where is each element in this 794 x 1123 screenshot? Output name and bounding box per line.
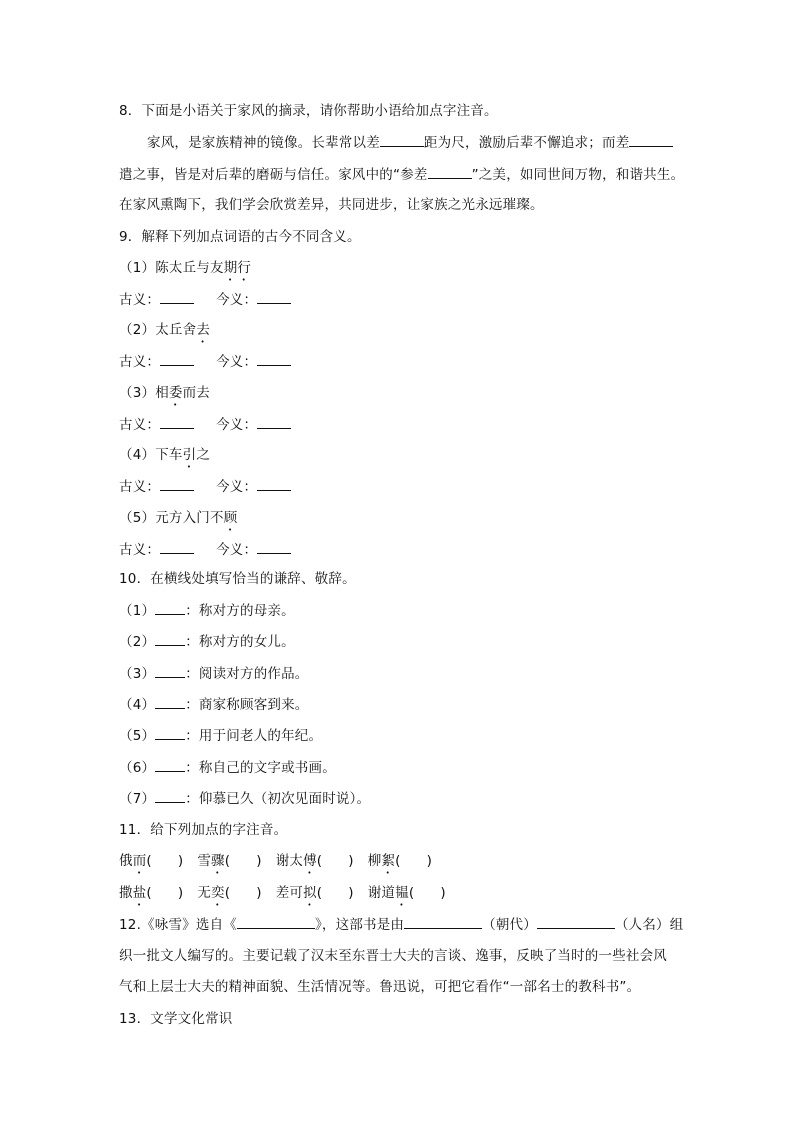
emphasized-word: 期行 <box>223 260 252 276</box>
q8-paragraph-line-2 <box>119 164 684 185</box>
jin-label: 今义： <box>216 354 258 370</box>
q8-title: 8．下面是小语关于家风的摘录，请你帮助小语给加点字注音。 <box>119 103 498 119</box>
item-text: ：商家称顾客到来。 <box>185 696 309 713</box>
q8-paragraph-line-1 <box>147 132 673 153</box>
q11-title: 11．给下列加点的字注音。 <box>119 822 288 838</box>
answer-blank[interactable] <box>155 788 185 803</box>
gu-label: 古义： <box>119 354 161 370</box>
paren-close: ) <box>348 853 354 869</box>
word-text: 谢太 <box>275 853 304 869</box>
word-text: 柳 <box>367 853 382 869</box>
word-text: 撒 <box>119 885 133 901</box>
emphasized-word: 委 <box>168 385 183 401</box>
emphasized-word: 去 <box>196 322 211 338</box>
paren-close: ) <box>177 885 184 901</box>
q9-item <box>119 383 210 409</box>
answer-blank[interactable] <box>428 164 472 179</box>
item-text: 元方入门不 <box>155 510 224 526</box>
q13-title: 13．文学文化常识 <box>119 1011 233 1027</box>
word-text: 雪 <box>197 853 212 869</box>
q9-item <box>119 320 210 346</box>
q11-row-2 <box>119 883 446 909</box>
item-number: （3） <box>119 385 156 401</box>
q9-answer-row <box>119 289 291 310</box>
answer-blank[interactable] <box>155 694 185 709</box>
paren-close: ) <box>348 885 354 901</box>
paren-open: ( <box>224 853 231 869</box>
jin-label: 今义： <box>216 417 258 433</box>
answer-space[interactable] <box>401 851 427 865</box>
pinyin-item <box>197 853 261 869</box>
emphasized-char: 拟 <box>303 885 317 901</box>
item-text: ：称对方的女儿。 <box>185 634 295 651</box>
q10-item <box>119 725 322 746</box>
answer-blank[interactable] <box>155 725 185 740</box>
paren-open: ( <box>146 853 152 869</box>
item-text: 太丘舍 <box>155 322 197 338</box>
item-text: ：阅读对方的作品。 <box>185 665 309 682</box>
q12-text: （朝代） <box>482 917 537 933</box>
q9-item <box>119 258 251 284</box>
q9-answer-row <box>119 539 291 560</box>
item-number: （4） <box>119 447 156 463</box>
answer-blank[interactable] <box>155 757 185 772</box>
paren-open: ( <box>316 853 323 869</box>
jin-label: 今义： <box>216 479 258 495</box>
pinyin-item <box>197 885 261 901</box>
q8-text: 距为尺，激励后辈不懈追求；而差 <box>423 135 630 151</box>
answer-blank[interactable] <box>237 914 315 929</box>
answer-blank[interactable] <box>155 631 185 646</box>
q12-line-1 <box>119 914 683 935</box>
answer-space[interactable] <box>230 883 256 897</box>
paren-close: ) <box>256 853 262 869</box>
q9-answer-row <box>119 351 291 372</box>
emphasized-char: 骤 <box>211 853 225 869</box>
emphasized-char: 奕 <box>211 885 225 901</box>
item-number: （7） <box>119 790 156 807</box>
emphasized-char: 韫 <box>395 885 409 901</box>
answer-blank[interactable] <box>537 914 615 929</box>
paren-open: ( <box>146 885 152 901</box>
q10-title: 10．在横线处填写恰当的谦辞、敬辞。 <box>119 571 356 587</box>
word-text: 差可 <box>275 885 304 901</box>
pinyin-item <box>119 885 183 901</box>
q12-text: 》，这部书是由 <box>314 917 405 933</box>
jin-label: 今义： <box>216 292 258 308</box>
item-number: （6） <box>119 759 156 776</box>
q9-answer-row <box>119 476 291 497</box>
paren-close: ) <box>177 853 184 869</box>
answer-blank[interactable] <box>629 132 673 147</box>
paren-close: ) <box>426 853 433 869</box>
item-text: ：称自己的文字或书画。 <box>185 759 336 776</box>
answer-blank[interactable] <box>257 476 291 491</box>
q10-item <box>119 757 336 778</box>
emphasized-word: 引 <box>182 447 197 463</box>
paren-open: ( <box>408 885 415 901</box>
item-text: 相 <box>155 385 169 401</box>
pinyin-item <box>119 853 183 869</box>
q12-line-2: 织一批文人编写的。主要记载了汉末至东晋士大夫的言谈、逸事，反映了当时的一些社会风 <box>119 948 667 964</box>
answer-blank[interactable] <box>380 132 424 147</box>
q12-text: 12.《咏雪》选自《 <box>119 917 237 933</box>
q12-text: （人名）组 <box>614 917 684 933</box>
answer-blank[interactable] <box>160 289 194 304</box>
answer-blank[interactable] <box>160 539 194 554</box>
answer-blank[interactable] <box>155 600 185 615</box>
q8-text: 家风，是家族精神的镜像。长辈常以差 <box>147 135 380 151</box>
paren-open: ( <box>316 885 323 901</box>
paren-close: ) <box>256 885 262 901</box>
answer-blank[interactable] <box>404 914 482 929</box>
jin-label: 今义： <box>216 542 258 558</box>
item-number: （1） <box>119 260 156 276</box>
item-text: 下车 <box>155 447 183 463</box>
emphasized-char: 絮 <box>381 853 396 869</box>
q9-answer-row <box>119 414 291 435</box>
item-number: （2） <box>119 634 156 651</box>
answer-space[interactable] <box>230 851 256 865</box>
answer-space[interactable] <box>414 883 440 897</box>
gu-label: 古义： <box>119 292 161 308</box>
q10-item <box>119 663 309 684</box>
q9-title: 9．解释下列加点词语的古今不同含义。 <box>119 229 361 245</box>
emphasized-char: 而 <box>132 853 147 869</box>
answer-space[interactable] <box>322 851 348 865</box>
q8-text: ”之美，如同世间万物，和谐共生。 <box>471 167 685 183</box>
q10-item <box>119 631 295 652</box>
word-text: 俄 <box>119 853 133 869</box>
item-text: ：称对方的母亲。 <box>185 603 295 619</box>
item-text: 而去 <box>182 385 211 401</box>
answer-space[interactable] <box>152 851 178 865</box>
item-number: （4） <box>119 696 156 713</box>
word-text: 谢道 <box>367 885 396 901</box>
q8-paragraph-line-3: 在家风熏陶下，我们学会欣赏差异，共同进步，让家族之光永远璀璨。 <box>119 197 544 213</box>
pinyin-item <box>276 853 354 869</box>
emphasized-char: 傅 <box>303 853 317 869</box>
item-text: 之 <box>196 447 211 463</box>
q10-item <box>119 694 309 715</box>
pinyin-item <box>368 853 432 869</box>
item-text: ：仰慕已久（初次见面时说）。 <box>185 790 371 807</box>
answer-blank[interactable] <box>257 539 291 554</box>
answer-blank[interactable] <box>160 476 194 491</box>
answer-blank[interactable] <box>160 351 194 366</box>
q9-item <box>119 508 237 534</box>
answer-blank[interactable] <box>257 414 291 429</box>
answer-blank[interactable] <box>160 414 194 429</box>
answer-space[interactable] <box>322 883 348 897</box>
item-text: ：用于问老人的年纪。 <box>185 728 323 745</box>
answer-blank[interactable] <box>155 663 185 678</box>
gu-label: 古义： <box>119 479 161 495</box>
word-text: 无 <box>197 885 212 901</box>
item-number: （5） <box>119 728 156 745</box>
emphasized-char: 盐 <box>132 885 147 901</box>
item-text: 陈太丘与友 <box>155 260 224 276</box>
q10-item <box>119 788 370 809</box>
paren-close: ) <box>440 885 446 901</box>
item-number: （1） <box>119 603 156 619</box>
paren-open: ( <box>224 885 231 901</box>
item-number: （3） <box>119 665 156 682</box>
pinyin-item <box>276 885 354 901</box>
q12-line-3: 气和上层士大夫的精神面貌、生活情况等。鲁迅说，可把它看作“一部名士的教科书”。 <box>119 979 641 995</box>
gu-label: 古义： <box>119 542 161 558</box>
paren-open: ( <box>395 853 401 869</box>
item-number: （5） <box>119 510 156 526</box>
answer-blank[interactable] <box>257 289 291 304</box>
pinyin-item <box>368 885 446 901</box>
emphasized-word: 顾 <box>223 510 238 526</box>
gu-label: 古义： <box>119 417 161 433</box>
q8-text: 遣之事，皆是对后辈的磨砺与信任。家风中的“参差 <box>119 167 428 183</box>
q10-item <box>119 600 295 621</box>
item-number: （2） <box>119 322 156 338</box>
answer-space[interactable] <box>152 883 178 897</box>
answer-blank[interactable] <box>257 351 291 366</box>
q9-item <box>119 445 210 471</box>
q11-row-1 <box>119 851 432 877</box>
